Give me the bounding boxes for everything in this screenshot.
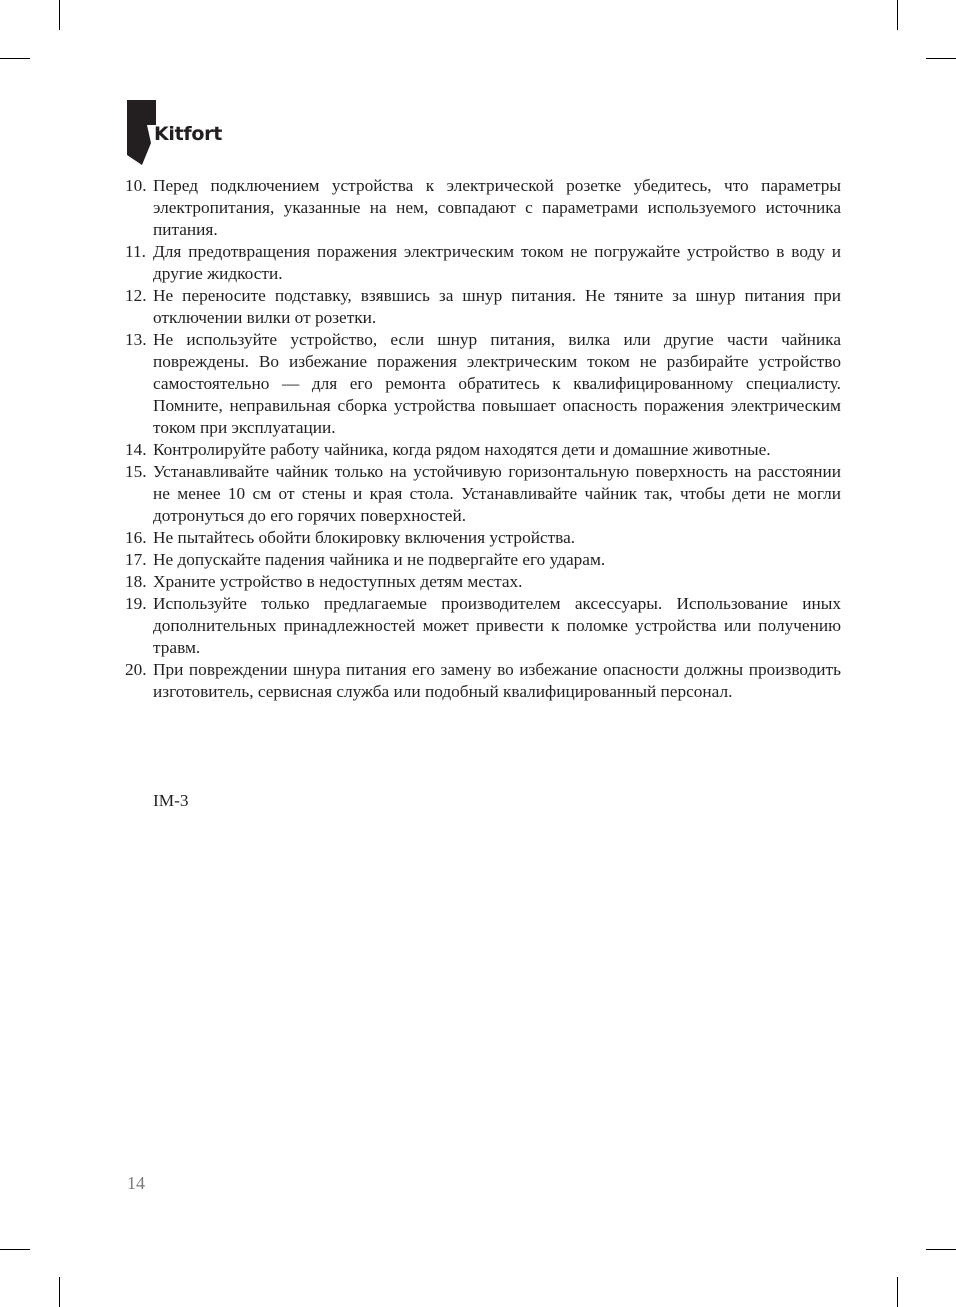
item-number: 14. bbox=[125, 440, 147, 459]
crop-mark-bottom-right-vertical bbox=[897, 1277, 898, 1307]
crop-mark-bottom-left-horizontal bbox=[0, 1249, 30, 1250]
item-number: 15. bbox=[125, 462, 147, 481]
item-number: 11. bbox=[125, 242, 146, 261]
brand-logo bbox=[126, 99, 236, 149]
item-number: 12. bbox=[125, 286, 147, 305]
item-number: 10. bbox=[125, 176, 147, 195]
item-text: При повреждении шнура питания его замену во избежание опасности должны производить изготовитель, сервисная служба или подобный квалифицированный персонал. bbox=[153, 660, 841, 701]
model-code: IM-3 bbox=[153, 791, 189, 810]
crop-mark-top-right-horizontal bbox=[926, 58, 956, 59]
item-text: Не переносите подставку, взявшись за шнур питания. Не тяните за шнур питания при отключении вилки от розетки. bbox=[153, 286, 841, 327]
item-number: 13. bbox=[125, 330, 147, 349]
item-text: Храните устройство в недоступных детям местах. bbox=[153, 572, 523, 591]
item-text: Для предотвращения поражения электрическим током не погружайте устройство в воду и другие жидкости. bbox=[153, 242, 841, 283]
list-item bbox=[120, 175, 841, 241]
crop-mark-bottom-left-vertical bbox=[59, 1277, 60, 1307]
item-text: Контролируйте работу чайника, когда рядом находятся дети и домашние животные. bbox=[153, 440, 771, 459]
list-item bbox=[120, 241, 841, 285]
item-number: 18. bbox=[125, 572, 147, 591]
crop-mark-top-right-vertical bbox=[897, 0, 898, 30]
safety-instructions-list bbox=[120, 175, 841, 703]
item-number: 20. bbox=[125, 660, 147, 679]
item-number: 17. bbox=[125, 550, 147, 569]
page-number: 14 bbox=[127, 1173, 145, 1193]
item-text: Используйте только предлагаемые производителем аксессуары. Использование иных дополнительных принадлежностей может привести к поломке устройства или получению травм. bbox=[153, 594, 841, 657]
item-number: 19. bbox=[125, 594, 147, 613]
item-number: 16. bbox=[125, 528, 147, 547]
list-item bbox=[120, 439, 841, 461]
crop-mark-bottom-right-horizontal bbox=[926, 1249, 956, 1250]
crop-mark-top-left-vertical bbox=[59, 0, 60, 30]
item-text: Устанавливайте чайник только на устойчивую горизонтальную поверхность на расстоянии не менее 10 см от стены и края стола. Устанавливайте чайник так, чтобы дети не могли дотронуться до его горячих поверхностей. bbox=[153, 462, 841, 525]
list-item bbox=[120, 549, 841, 571]
item-text: Не используйте устройство, если шнур питания, вилка или другие части чайника повреждены. Во избежание поражения электрическим током не разбирайте устройство самостоятельно — для его ремонта обратитесь к квалифицированному специалисту. Помните, неправильная сборка устройства повышает опасность поражения электрическим током при эксплуатации. bbox=[153, 330, 841, 437]
list-item bbox=[120, 461, 841, 527]
list-item bbox=[120, 285, 841, 329]
item-text: Не пытайтесь обойти блокировку включения устройства. bbox=[153, 528, 576, 547]
list-item bbox=[120, 527, 841, 549]
list-item bbox=[120, 329, 841, 439]
list-item bbox=[120, 659, 841, 703]
list-item bbox=[120, 571, 841, 593]
brand-name: Kitfort bbox=[154, 123, 222, 145]
list-item bbox=[120, 593, 841, 659]
crop-mark-top-left-horizontal bbox=[0, 58, 30, 59]
item-text: Перед подключением устройства к электрической розетке убедитесь, что параметры электропитания, указанные на нем, совпадают с параметрами используемого источника питания. bbox=[153, 176, 841, 239]
item-text: Не допускайте падения чайника и не подвергайте его ударам. bbox=[153, 550, 606, 569]
